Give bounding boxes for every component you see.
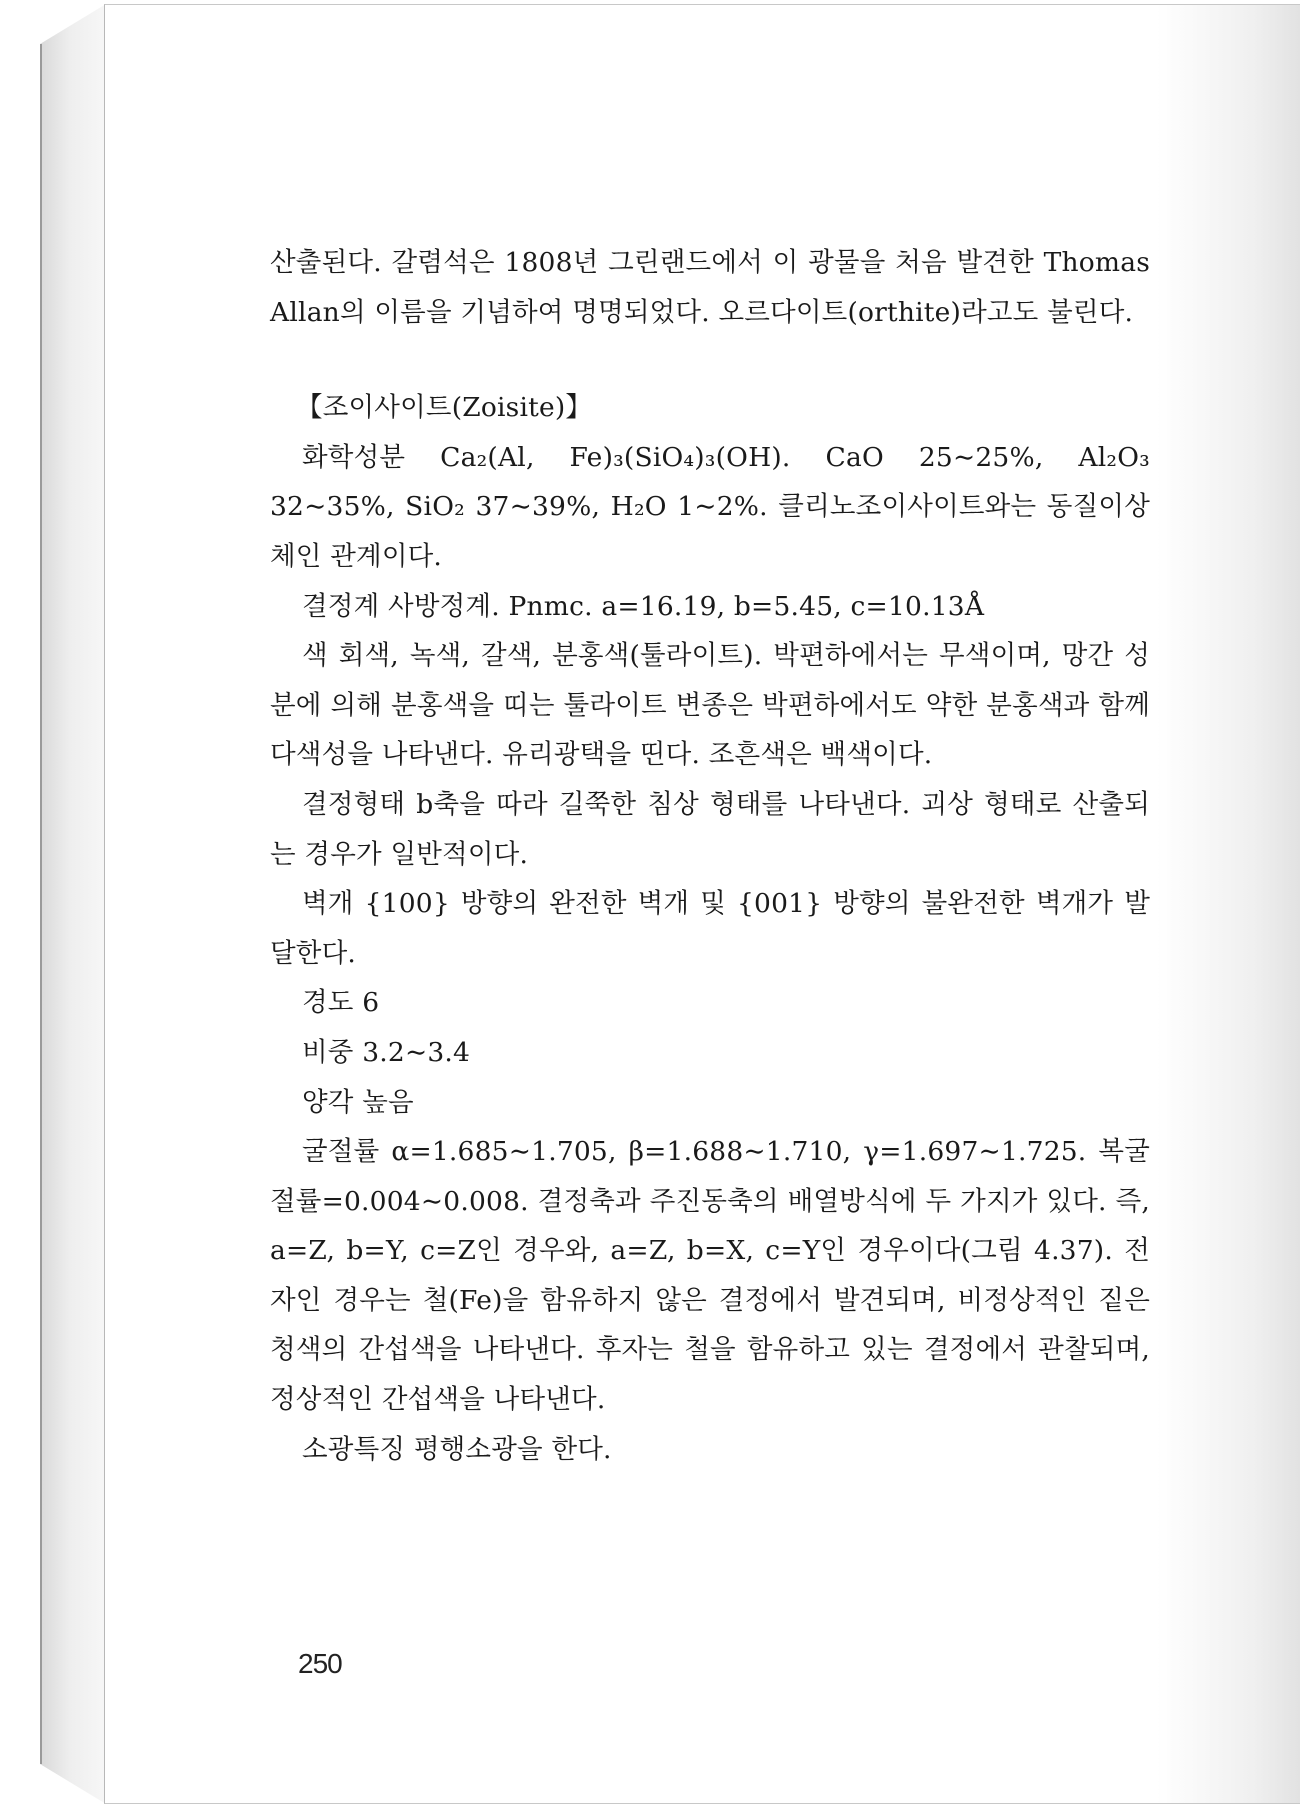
paragraph-intro: 산출된다. 갈렴석은 1808년 그린랜드에서 이 광물을 처음 발견한 Thomas Allan의 이름을 기념하여 명명되었다. 오르다이트(orthite)라고도 불린다. xyxy=(270,247,1150,328)
paragraph-color: 색 회색, 녹색, 갈색, 분홍색(툴라이트). 박편하에서는 무색이며, 망간 성분에 의해 분홍색을 띠는 툴라이트 변종은 박편하에서도 약한 분홍색과 함께 다색성을 나타낸다. 유리광택을 띤다. 조흔색은 백색이다. xyxy=(270,640,1150,771)
paragraph-cleavage: 벽개 {100} 방향의 완전한 벽개 및 {001} 방향의 불완전한 벽개가 발달한다. xyxy=(270,888,1150,969)
paragraph-refractive-index: 굴절률 α=1.685∼1.705, β=1.688∼1.710, γ=1.697∼1.725. 복굴절률=0.004∼0.008. 결정축과 주진동축의 배열방식에 두 가지가 있다. 즉, a=Z, b=Y, c=Z인 경우와, a=Z, b=X, c=Y인 경우이다(그림 4.37). 전자인 경우는 철(Fe)을 함유하지 않은 결정에서 발견되며, 비정상적인 짙은 청색의 간섭색을 나타낸다. 후자는 철을 함유하고 있는 결정에서 관찰되며, 정상적인 간섭색을 나타낸다. xyxy=(270,1136,1150,1416)
paragraph-chemical-composition: 화학성분 Ca₂(Al, Fe)₃(SiO₄)₃(OH). CaO 25∼25%, Al₂O₃ 32∼35%, SiO₂ 37∼39%, H₂O 1∼2%. 클리노조이사이트와는 동질이상체인 관계이다. xyxy=(270,441,1150,572)
paragraph-relief: 양각 높음 xyxy=(302,1086,414,1118)
section-heading: 【조이사이트(Zoisite)】 xyxy=(296,392,593,424)
paragraph-extinction: 소광특징 평행소광을 한다. xyxy=(302,1433,612,1465)
paragraph-hardness: 경도 6 xyxy=(302,987,380,1019)
paragraph-crystal-habit: 결정형태 b축을 따라 길쭉한 침상 형태를 나타낸다. 괴상 형태로 산출되는 경우가 일반적이다. xyxy=(270,788,1150,870)
book-spine xyxy=(40,4,106,1804)
paragraph-specific-gravity: 비중 3.2∼3.4 xyxy=(302,1036,471,1068)
paragraph-crystal-system: 결정계 사방정계. Pnmc. a=16.19, b=5.45, c=10.13Å xyxy=(302,590,985,622)
body-text xyxy=(270,238,1150,1474)
page-number: 250 xyxy=(298,1648,342,1679)
